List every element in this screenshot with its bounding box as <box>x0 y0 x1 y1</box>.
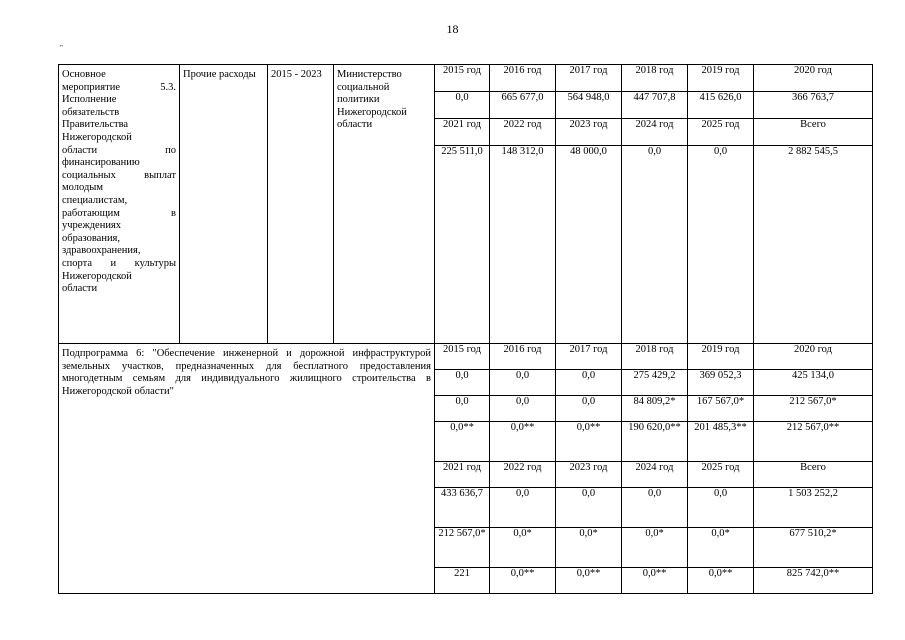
executor-cell: Министерство социальной политики Нижегородской области <box>334 65 435 344</box>
activity-line: Основное <box>62 69 106 80</box>
table-cell: 0,0* <box>622 528 688 568</box>
activity-line: образования, <box>62 232 121 244</box>
table-cell: 0,0** <box>490 568 556 594</box>
table-cell: 221 <box>435 568 490 594</box>
activity-line: учреждениях <box>62 220 122 232</box>
table-cell: 0,0 <box>556 370 622 396</box>
table-cell: 0,0 <box>688 488 754 528</box>
table-cell: 2020 год <box>754 344 873 370</box>
table-cell: 677 510,2* <box>754 528 873 568</box>
activity-line: обязательств <box>62 106 120 118</box>
activity-line: спорта и культуры <box>62 257 176 269</box>
table-cell: 415 626,0 <box>688 92 754 119</box>
table-cell: 0,0 <box>490 370 556 396</box>
table-cell: 2019 год <box>688 344 754 370</box>
activity-line: финансированию <box>62 157 140 169</box>
table-cell: 1 503 252,2 <box>754 488 873 528</box>
table-cell: 148 312,0 <box>490 146 556 344</box>
table-cell: 425 134,0 <box>754 370 873 396</box>
table-cell: 366 763,7 <box>754 92 873 119</box>
table-cell: 0,0** <box>688 568 754 594</box>
table-cell: 2015 год <box>435 344 490 370</box>
table-row <box>59 65 873 92</box>
table-cell: 201 485,3** <box>688 422 754 462</box>
table-cell: 2024 год <box>622 462 688 488</box>
table-cell: 167 567,0* <box>688 396 754 422</box>
table-cell: 0,0** <box>490 422 556 462</box>
table-cell: 48 000,0 <box>556 146 622 344</box>
activity-line: Нижегородской <box>62 131 132 143</box>
table-cell: 2015 год <box>435 65 490 92</box>
activity-line: социальных выплат <box>62 169 176 181</box>
corner-mark: " <box>60 44 63 52</box>
budget-table <box>58 64 873 594</box>
activity-line: Правительства <box>62 119 129 131</box>
activity-line: специалистам, <box>62 194 128 206</box>
table-cell: 2024 год <box>622 119 688 146</box>
table-cell: 2022 год <box>490 119 556 146</box>
table-cell: 2023 год <box>556 462 622 488</box>
table-cell: 212 567,0* <box>435 528 490 568</box>
table-cell: 2017 год <box>556 65 622 92</box>
table-cell: Всего <box>754 119 873 146</box>
table-cell: 0,0 <box>556 396 622 422</box>
table-cell: 0,0 <box>435 370 490 396</box>
table-cell: 2018 год <box>622 65 688 92</box>
table-cell: 2023 год <box>556 119 622 146</box>
table-cell: 0,0* <box>556 528 622 568</box>
table-cell: 2016 год <box>490 65 556 92</box>
activity-line: Исполнение <box>62 94 117 106</box>
table-cell: 2025 год <box>688 119 754 146</box>
table-cell: 825 742,0** <box>754 568 873 594</box>
table-cell: 2020 год <box>754 65 873 92</box>
page-number: 18 <box>446 22 459 36</box>
block-1 <box>59 65 873 344</box>
table-cell: 665 677,0 <box>490 92 556 119</box>
table-cell: 0,0 <box>435 92 490 119</box>
table-cell: 447 707,8 <box>622 92 688 119</box>
table-cell: 0,0* <box>688 528 754 568</box>
activity-line: здравоохранения, <box>62 245 141 257</box>
table-cell: 2022 год <box>490 462 556 488</box>
activity-line: мероприятие 5.3. <box>62 81 176 93</box>
table-cell: 0,0** <box>556 568 622 594</box>
table-cell: 225 511,0 <box>435 146 490 344</box>
table-cell: 0,0 <box>556 488 622 528</box>
activity-line: Нижегородской <box>62 270 132 282</box>
activity-line: области <box>62 283 98 295</box>
table-cell: 0,0** <box>556 422 622 462</box>
table-cell: 2018 год <box>622 344 688 370</box>
table-cell: 212 567,0** <box>754 422 873 462</box>
table-cell: Всего <box>754 462 873 488</box>
table-cell: 2 882 545,5 <box>754 146 873 344</box>
table-cell: 2019 год <box>688 65 754 92</box>
period-cell: 2015 - 2023 <box>268 65 334 344</box>
table-cell: 0,0* <box>490 528 556 568</box>
table-cell: 212 567,0* <box>754 396 873 422</box>
table-cell: 0,0 <box>622 488 688 528</box>
table-cell: 84 809,2* <box>622 396 688 422</box>
block-2 <box>59 344 873 594</box>
subprogram-title: Подпрограмма 6: "Обеспечение инженерной и дорожной инфраструктурой земельных участков, предназначенных для бесплатного предоставления многодетным семьям для индивидуального жилищного строительства в Нижегородской области" <box>59 344 435 594</box>
table-cell: 275 429,2 <box>622 370 688 396</box>
activity-line: области по <box>62 144 176 156</box>
table-cell: 433 636,7 <box>435 488 490 528</box>
table-row <box>59 344 873 370</box>
table-cell: 0,0 <box>490 488 556 528</box>
table-cell: 2025 год <box>688 462 754 488</box>
table-cell: 2021 год <box>435 119 490 146</box>
table-cell: 2016 год <box>490 344 556 370</box>
table-cell: 0,0 <box>688 146 754 344</box>
table-cell: 564 948,0 <box>556 92 622 119</box>
table-cell: 2021 год <box>435 462 490 488</box>
table-cell: 0,0** <box>622 568 688 594</box>
table-cell: 0,0 <box>490 396 556 422</box>
table-cell: 2017 год <box>556 344 622 370</box>
table-cell: 0,0 <box>435 396 490 422</box>
table-cell: 369 052,3 <box>688 370 754 396</box>
table-cell: 190 620,0** <box>622 422 688 462</box>
activity-line: работающим в <box>62 207 176 219</box>
table-cell: 0,0** <box>435 422 490 462</box>
expense-type-cell: Прочие расходы <box>180 65 268 344</box>
activity-line: молодым <box>62 182 103 194</box>
activity-cell <box>59 65 180 344</box>
table-cell: 0,0 <box>622 146 688 344</box>
